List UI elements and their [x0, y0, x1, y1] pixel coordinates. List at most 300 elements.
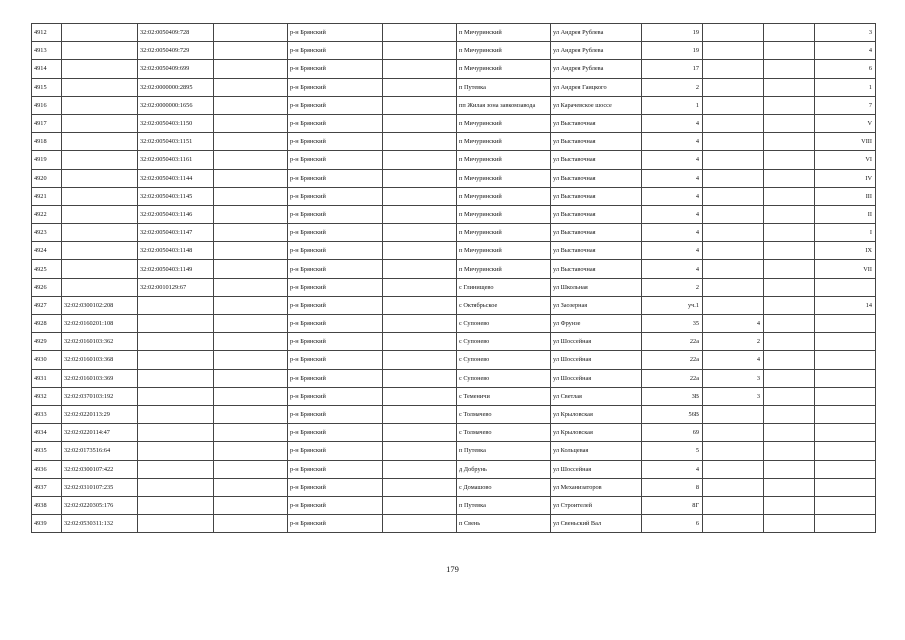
row-number-cell: 4932	[32, 387, 62, 405]
district-cell: р-н Брянский	[288, 114, 383, 132]
street-cell: ул Андрея Рублева	[551, 24, 642, 42]
district-cell: р-н Брянский	[288, 278, 383, 296]
district-cell: р-н Брянский	[288, 96, 383, 114]
apartment-cell	[815, 424, 876, 442]
empty-cell	[764, 151, 815, 169]
house-number-cell: 69	[642, 424, 703, 442]
apartment-cell: VII	[815, 260, 876, 278]
street-cell: ул Свеньский Вал	[551, 515, 642, 533]
empty-cell	[764, 224, 815, 242]
row-number-cell: 4921	[32, 187, 62, 205]
apartment-cell: 1	[815, 78, 876, 96]
house-number-cell: 35	[642, 315, 703, 333]
empty-cell	[383, 260, 457, 278]
settlement-cell: д Добрунь	[457, 460, 551, 478]
house-number-cell: 17	[642, 60, 703, 78]
row-number-cell: 4928	[32, 315, 62, 333]
table-row	[32, 478, 876, 496]
building-cadastral-number-cell: 32:02:0050403:1146	[138, 205, 214, 223]
settlement-cell: п Мичуринский	[457, 224, 551, 242]
row-number-cell: 4931	[32, 369, 62, 387]
settlement-cell: п Мичуринский	[457, 187, 551, 205]
street-cell: ул Шоссейная	[551, 369, 642, 387]
street-cell: ул Андрея Рублева	[551, 42, 642, 60]
district-cell: р-н Брянский	[288, 369, 383, 387]
empty-cell	[764, 96, 815, 114]
street-cell: ул Шоссейная	[551, 460, 642, 478]
cadastral-number-cell	[62, 60, 138, 78]
table-row	[32, 460, 876, 478]
house-number-cell: 4	[642, 260, 703, 278]
row-number-cell: 4914	[32, 60, 62, 78]
row-number-cell: 4934	[32, 424, 62, 442]
empty-cell	[214, 296, 288, 314]
settlement-cell: с Домашово	[457, 478, 551, 496]
building-number-cell: 2	[703, 333, 764, 351]
district-cell: р-н Брянский	[288, 333, 383, 351]
street-cell: ул Выставочная	[551, 260, 642, 278]
empty-cell	[764, 205, 815, 223]
district-cell: р-н Брянский	[288, 224, 383, 242]
empty-cell	[764, 315, 815, 333]
row-number-cell: 4927	[32, 296, 62, 314]
house-number-cell: 4	[642, 242, 703, 260]
empty-cell	[214, 315, 288, 333]
settlement-cell: п Путевка	[457, 442, 551, 460]
empty-cell	[383, 114, 457, 132]
cadastral-number-cell: 32:02:0220305:176	[62, 496, 138, 514]
building-number-cell: 4	[703, 315, 764, 333]
empty-cell	[764, 460, 815, 478]
empty-cell	[764, 387, 815, 405]
settlement-cell: п Путевка	[457, 78, 551, 96]
apartment-cell: 4	[815, 42, 876, 60]
district-cell: р-н Брянский	[288, 478, 383, 496]
building-cadastral-number-cell	[138, 515, 214, 533]
empty-cell	[764, 405, 815, 423]
table-row	[32, 351, 876, 369]
table-row	[32, 442, 876, 460]
building-cadastral-number-cell: 32:02:0010129:67	[138, 278, 214, 296]
apartment-cell: 3	[815, 24, 876, 42]
apartment-cell	[815, 405, 876, 423]
table-row	[32, 96, 876, 114]
apartment-cell	[815, 387, 876, 405]
district-cell: р-н Брянский	[288, 60, 383, 78]
empty-cell	[764, 133, 815, 151]
apartment-cell: VIII	[815, 133, 876, 151]
building-cadastral-number-cell: 32:02:0050409:728	[138, 24, 214, 42]
building-number-cell	[703, 405, 764, 423]
settlement-cell: п Путевка	[457, 496, 551, 514]
district-cell: р-н Брянский	[288, 315, 383, 333]
building-number-cell	[703, 78, 764, 96]
building-cadastral-number-cell	[138, 351, 214, 369]
empty-cell	[764, 296, 815, 314]
empty-cell	[383, 42, 457, 60]
district-cell: р-н Брянский	[288, 78, 383, 96]
table-row	[32, 424, 876, 442]
house-number-cell: 2	[642, 78, 703, 96]
building-cadastral-number-cell	[138, 369, 214, 387]
house-number-cell: 4	[642, 460, 703, 478]
building-number-cell: 3	[703, 387, 764, 405]
street-cell: ул Фрунзе	[551, 315, 642, 333]
building-number-cell	[703, 133, 764, 151]
building-number-cell: 3	[703, 369, 764, 387]
table-row	[32, 333, 876, 351]
district-cell: р-н Брянский	[288, 151, 383, 169]
empty-cell	[383, 405, 457, 423]
table-row	[32, 496, 876, 514]
empty-cell	[214, 224, 288, 242]
empty-cell	[214, 478, 288, 496]
building-number-cell	[703, 478, 764, 496]
street-cell: ул Выставочная	[551, 187, 642, 205]
empty-cell	[383, 169, 457, 187]
empty-cell	[214, 114, 288, 132]
street-cell: ул Выставочная	[551, 224, 642, 242]
district-cell: р-н Брянский	[288, 496, 383, 514]
cadastral-number-cell: 32:02:0160103:369	[62, 369, 138, 387]
district-cell: р-н Брянский	[288, 515, 383, 533]
settlement-cell: п Свень	[457, 515, 551, 533]
empty-cell	[383, 187, 457, 205]
empty-cell	[383, 60, 457, 78]
row-number-cell: 4922	[32, 205, 62, 223]
row-number-cell: 4935	[32, 442, 62, 460]
apartment-cell	[815, 442, 876, 460]
cadastral-number-cell	[62, 205, 138, 223]
row-number-cell: 4936	[32, 460, 62, 478]
apartment-cell: 7	[815, 96, 876, 114]
settlement-cell: с Супонево	[457, 333, 551, 351]
building-cadastral-number-cell: 32:02:0000000:1656	[138, 96, 214, 114]
empty-cell	[764, 424, 815, 442]
row-number-cell: 4916	[32, 96, 62, 114]
street-cell: ул Выставочная	[551, 205, 642, 223]
district-cell: р-н Брянский	[288, 24, 383, 42]
empty-cell	[214, 24, 288, 42]
row-number-cell: 4929	[32, 333, 62, 351]
district-cell: р-н Брянский	[288, 42, 383, 60]
district-cell: р-н Брянский	[288, 205, 383, 223]
cadastral-number-cell: 32:02:0220113:29	[62, 405, 138, 423]
empty-cell	[764, 478, 815, 496]
empty-cell	[764, 42, 815, 60]
building-number-cell	[703, 442, 764, 460]
empty-cell	[383, 296, 457, 314]
house-number-cell: 8	[642, 478, 703, 496]
cadastral-number-cell	[62, 169, 138, 187]
row-number-cell: 4913	[32, 42, 62, 60]
building-number-cell	[703, 205, 764, 223]
empty-cell	[383, 78, 457, 96]
empty-cell	[383, 205, 457, 223]
empty-cell	[214, 242, 288, 260]
apartment-cell	[815, 496, 876, 514]
building-cadastral-number-cell	[138, 478, 214, 496]
house-number-cell: 22а	[642, 333, 703, 351]
empty-cell	[764, 351, 815, 369]
house-number-cell: 3В	[642, 387, 703, 405]
building-cadastral-number-cell	[138, 424, 214, 442]
settlement-cell: п Мичуринский	[457, 205, 551, 223]
building-cadastral-number-cell	[138, 405, 214, 423]
house-number-cell: 4	[642, 187, 703, 205]
house-number-cell: 19	[642, 42, 703, 60]
cadastral-number-cell	[62, 278, 138, 296]
building-number-cell	[703, 151, 764, 169]
building-number-cell	[703, 460, 764, 478]
house-number-cell: 22а	[642, 351, 703, 369]
empty-cell	[383, 242, 457, 260]
district-cell: р-н Брянский	[288, 242, 383, 260]
building-number-cell	[703, 278, 764, 296]
empty-cell	[214, 133, 288, 151]
building-cadastral-number-cell: 32:02:0050409:699	[138, 60, 214, 78]
table-row	[32, 369, 876, 387]
settlement-cell: п Мичуринский	[457, 24, 551, 42]
table-row	[32, 224, 876, 242]
house-number-cell: уч.1	[642, 296, 703, 314]
table-row	[32, 405, 876, 423]
cadastral-number-cell	[62, 24, 138, 42]
settlement-cell: пп Жилая зона завкомзавода	[457, 96, 551, 114]
cadastral-number-cell: 32:02:0310107:235	[62, 478, 138, 496]
empty-cell	[383, 515, 457, 533]
district-cell: р-н Брянский	[288, 460, 383, 478]
building-number-cell	[703, 24, 764, 42]
building-number-cell	[703, 42, 764, 60]
street-cell: ул Выставочная	[551, 114, 642, 132]
table-row	[32, 387, 876, 405]
empty-cell	[383, 424, 457, 442]
settlement-cell: с Супонево	[457, 351, 551, 369]
settlement-cell: п Мичуринский	[457, 169, 551, 187]
empty-cell	[214, 369, 288, 387]
building-number-cell	[703, 169, 764, 187]
building-number-cell	[703, 496, 764, 514]
settlement-cell: с Супонево	[457, 315, 551, 333]
empty-cell	[214, 260, 288, 278]
street-cell: ул Выставочная	[551, 151, 642, 169]
building-cadastral-number-cell	[138, 496, 214, 514]
cadastral-number-cell	[62, 242, 138, 260]
empty-cell	[383, 333, 457, 351]
apartment-cell	[815, 351, 876, 369]
building-number-cell	[703, 296, 764, 314]
building-number-cell	[703, 60, 764, 78]
cadastral-number-cell	[62, 187, 138, 205]
empty-cell	[214, 205, 288, 223]
empty-cell	[764, 78, 815, 96]
apartment-cell	[815, 333, 876, 351]
empty-cell	[764, 496, 815, 514]
building-cadastral-number-cell	[138, 442, 214, 460]
building-cadastral-number-cell: 32:02:0050409:729	[138, 42, 214, 60]
settlement-cell: с Октябрьское	[457, 296, 551, 314]
settlement-cell: п Мичуринский	[457, 60, 551, 78]
district-cell: р-н Брянский	[288, 387, 383, 405]
building-cadastral-number-cell	[138, 333, 214, 351]
district-cell: р-н Брянский	[288, 442, 383, 460]
row-number-cell: 4924	[32, 242, 62, 260]
row-number-cell: 4917	[32, 114, 62, 132]
empty-cell	[764, 369, 815, 387]
empty-cell	[214, 96, 288, 114]
table-row	[32, 278, 876, 296]
street-cell: ул Андрея Гаицкого	[551, 78, 642, 96]
district-cell: р-н Брянский	[288, 296, 383, 314]
table-row	[32, 151, 876, 169]
table-row	[32, 60, 876, 78]
table-row	[32, 315, 876, 333]
cadastral-number-cell	[62, 260, 138, 278]
house-number-cell: 22а	[642, 369, 703, 387]
settlement-cell: п Мичуринский	[457, 242, 551, 260]
row-number-cell: 4923	[32, 224, 62, 242]
empty-cell	[383, 24, 457, 42]
apartment-cell: II	[815, 205, 876, 223]
house-number-cell: 4	[642, 205, 703, 223]
building-number-cell	[703, 224, 764, 242]
house-number-cell: 19	[642, 24, 703, 42]
empty-cell	[214, 333, 288, 351]
empty-cell	[214, 460, 288, 478]
cadastral-number-cell: 32:02:0300102:208	[62, 296, 138, 314]
house-number-cell: 8Г	[642, 496, 703, 514]
empty-cell	[383, 278, 457, 296]
building-cadastral-number-cell: 32:02:0050403:1145	[138, 187, 214, 205]
empty-cell	[214, 151, 288, 169]
building-number-cell	[703, 515, 764, 533]
row-number-cell: 4933	[32, 405, 62, 423]
cadastral-number-cell	[62, 224, 138, 242]
empty-cell	[764, 278, 815, 296]
row-number-cell: 4915	[32, 78, 62, 96]
street-cell: ул Крыловская	[551, 424, 642, 442]
row-number-cell: 4926	[32, 278, 62, 296]
empty-cell	[764, 24, 815, 42]
building-cadastral-number-cell: 32:02:0050403:1150	[138, 114, 214, 132]
row-number-cell: 4919	[32, 151, 62, 169]
table-row	[32, 296, 876, 314]
apartment-cell: IX	[815, 242, 876, 260]
apartment-cell	[815, 460, 876, 478]
empty-cell	[383, 478, 457, 496]
empty-cell	[214, 187, 288, 205]
street-cell: ул Строителей	[551, 496, 642, 514]
house-number-cell: 1	[642, 96, 703, 114]
row-number-cell: 4937	[32, 478, 62, 496]
district-cell: р-н Брянский	[288, 260, 383, 278]
empty-cell	[214, 496, 288, 514]
street-cell: ул Выставочная	[551, 242, 642, 260]
street-cell: ул Заозерная	[551, 296, 642, 314]
apartment-cell: 14	[815, 296, 876, 314]
registry-table	[31, 23, 876, 533]
house-number-cell: 4	[642, 224, 703, 242]
cadastral-number-cell	[62, 78, 138, 96]
building-cadastral-number-cell: 32:02:0050403:1148	[138, 242, 214, 260]
building-cadastral-number-cell	[138, 460, 214, 478]
apartment-cell	[815, 315, 876, 333]
empty-cell	[383, 133, 457, 151]
street-cell: ул Светлая	[551, 387, 642, 405]
house-number-cell: 2	[642, 278, 703, 296]
empty-cell	[383, 96, 457, 114]
cadastral-number-cell: 32:02:0160103:368	[62, 351, 138, 369]
cadastral-number-cell	[62, 42, 138, 60]
cadastral-number-cell: 32:02:0173516:64	[62, 442, 138, 460]
street-cell: ул Механизаторов	[551, 478, 642, 496]
district-cell: р-н Брянский	[288, 405, 383, 423]
settlement-cell: п Мичуринский	[457, 114, 551, 132]
empty-cell	[214, 387, 288, 405]
empty-cell	[383, 351, 457, 369]
apartment-cell	[815, 369, 876, 387]
settlement-cell: п Мичуринский	[457, 133, 551, 151]
building-number-cell	[703, 424, 764, 442]
table-row	[32, 78, 876, 96]
building-cadastral-number-cell	[138, 315, 214, 333]
apartment-cell	[815, 515, 876, 533]
cadastral-number-cell: 32:02:0530311:132	[62, 515, 138, 533]
building-cadastral-number-cell	[138, 387, 214, 405]
street-cell: ул Выставочная	[551, 133, 642, 151]
settlement-cell: п Мичуринский	[457, 42, 551, 60]
building-cadastral-number-cell: 32:02:0050403:1161	[138, 151, 214, 169]
street-cell: ул Шоссейная	[551, 333, 642, 351]
table-row	[32, 187, 876, 205]
building-number-cell	[703, 187, 764, 205]
apartment-cell	[815, 278, 876, 296]
apartment-cell: V	[815, 114, 876, 132]
cadastral-number-cell: 32:02:0160103:362	[62, 333, 138, 351]
apartment-cell: VI	[815, 151, 876, 169]
building-cadastral-number-cell: 32:02:0050403:1151	[138, 133, 214, 151]
row-number-cell: 4930	[32, 351, 62, 369]
building-cadastral-number-cell: 32:02:0050403:1144	[138, 169, 214, 187]
district-cell: р-н Брянский	[288, 424, 383, 442]
table-row	[32, 260, 876, 278]
street-cell: ул Карачевское шоссе	[551, 96, 642, 114]
empty-cell	[383, 442, 457, 460]
building-number-cell	[703, 96, 764, 114]
cadastral-number-cell	[62, 114, 138, 132]
street-cell: ул Шоссейная	[551, 351, 642, 369]
apartment-cell: I	[815, 224, 876, 242]
apartment-cell	[815, 478, 876, 496]
settlement-cell: п Мичуринский	[457, 260, 551, 278]
settlement-cell: с Толмачево	[457, 405, 551, 423]
building-number-cell	[703, 242, 764, 260]
empty-cell	[383, 369, 457, 387]
street-cell: ул Школьная	[551, 278, 642, 296]
street-cell: ул Выставочная	[551, 169, 642, 187]
settlement-cell: с Толмачево	[457, 424, 551, 442]
house-number-cell: 5	[642, 442, 703, 460]
street-cell: ул Кольцевая	[551, 442, 642, 460]
empty-cell	[764, 260, 815, 278]
empty-cell	[214, 78, 288, 96]
page-number: 179	[446, 564, 459, 574]
cadastral-number-cell: 32:02:0300107:422	[62, 460, 138, 478]
empty-cell	[214, 60, 288, 78]
house-number-cell: 6	[642, 515, 703, 533]
apartment-cell: III	[815, 187, 876, 205]
